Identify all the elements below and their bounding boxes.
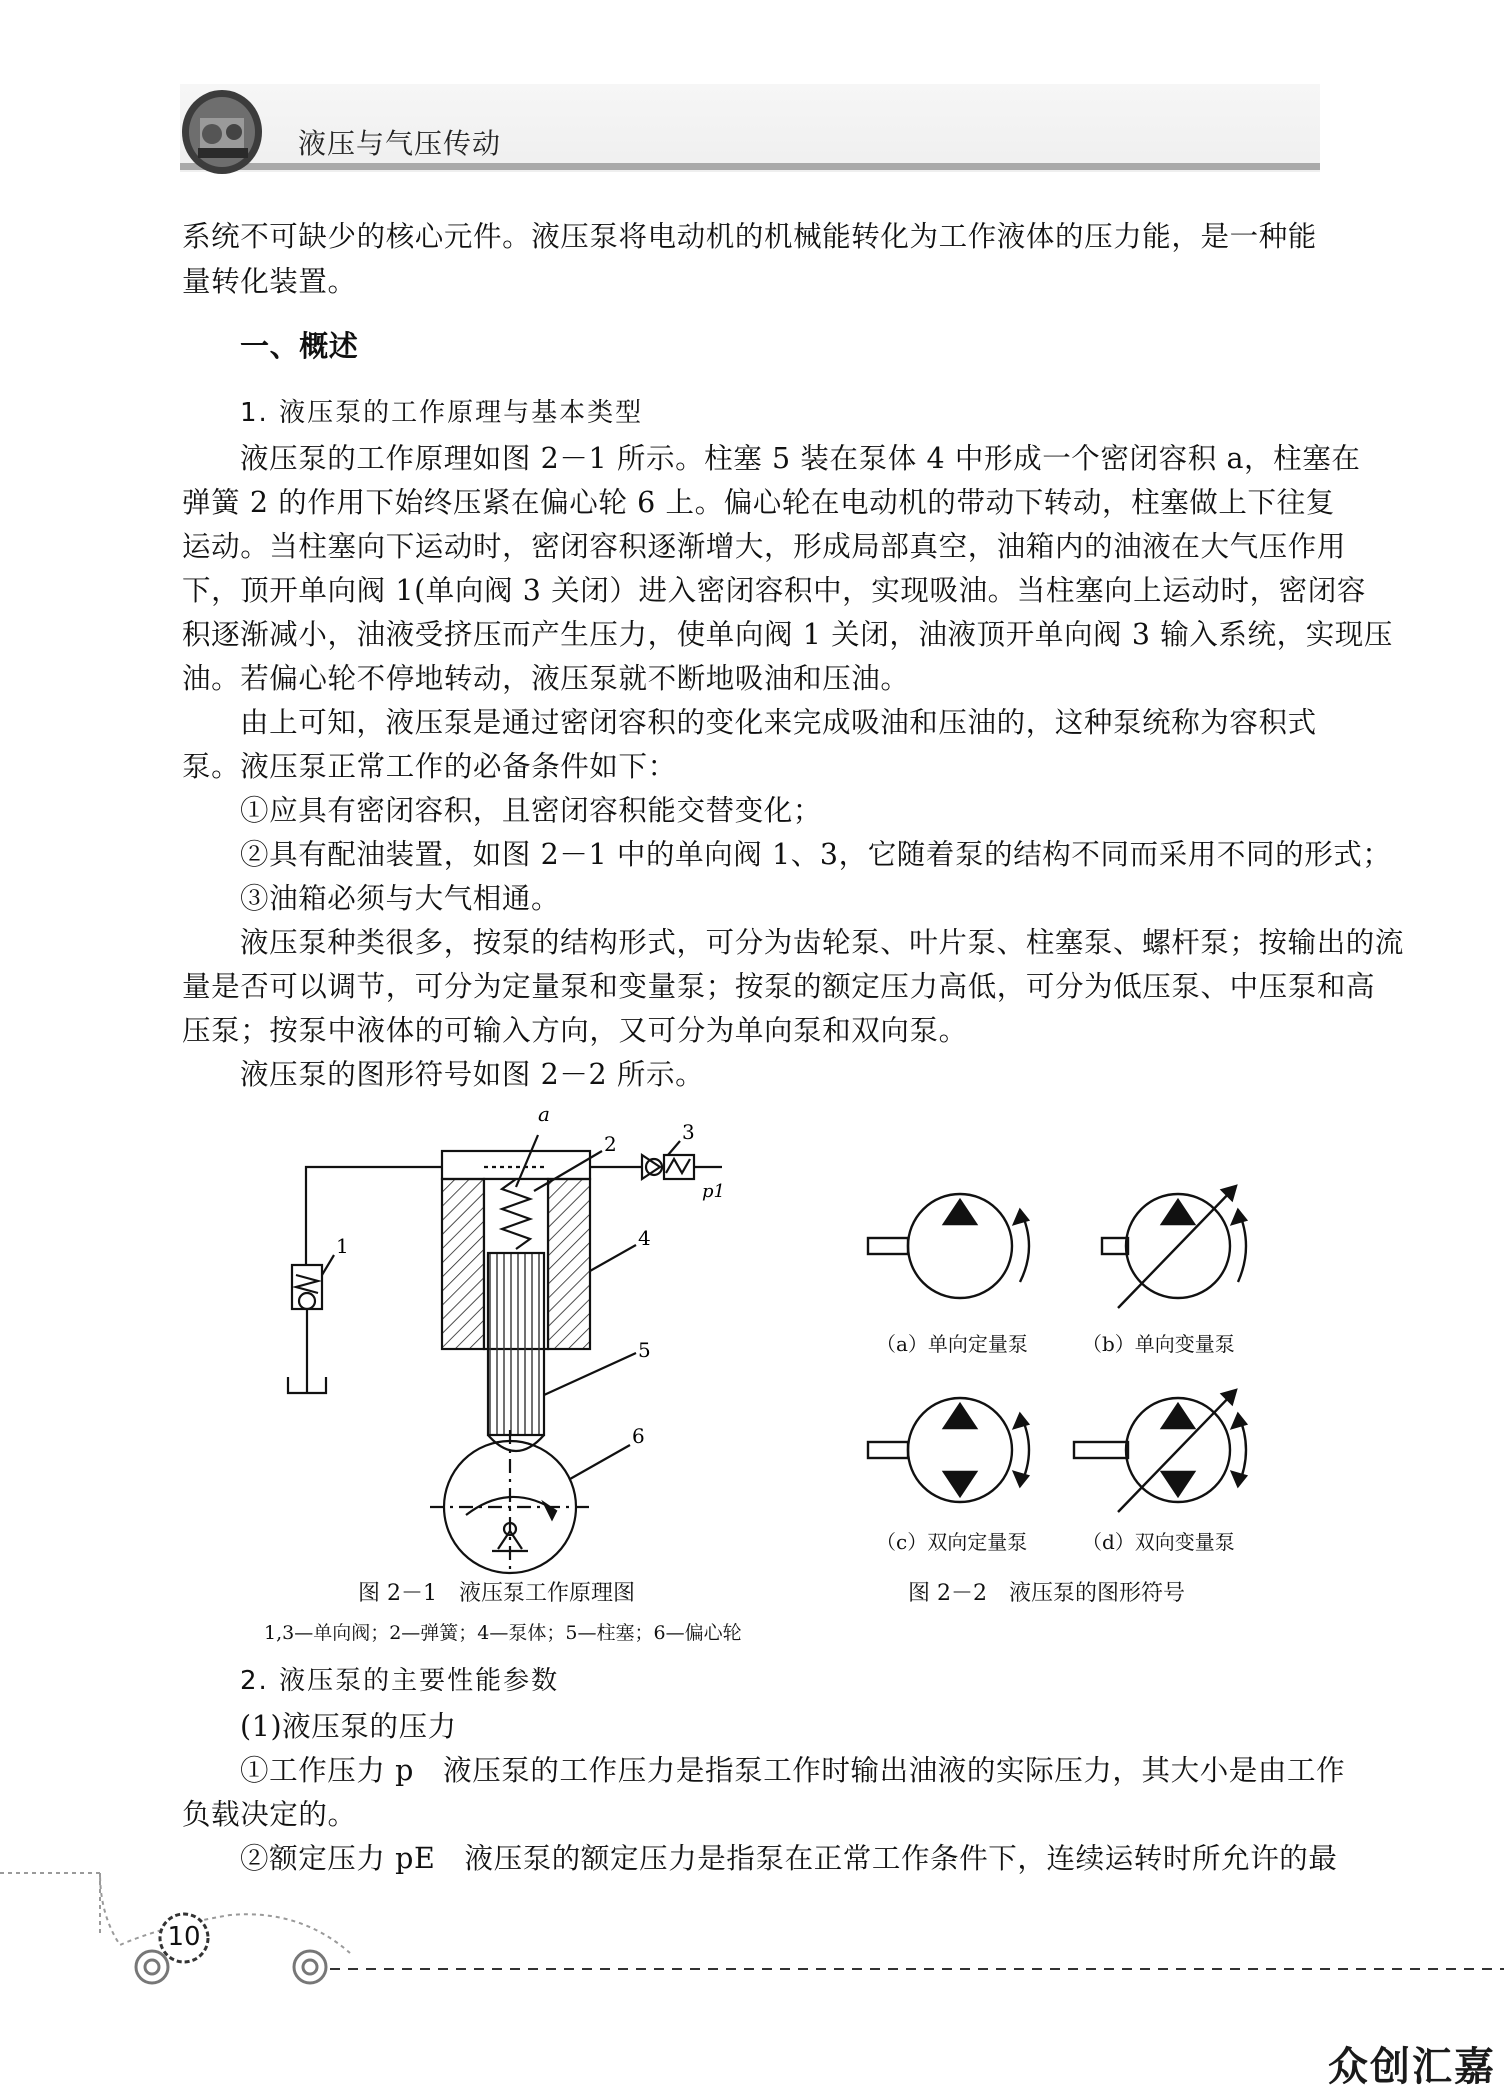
label-5: 5	[638, 1338, 651, 1362]
paragraph-line: 弹簧 2 的作用下始终压紧在偏心轮 6 上。偏心轮在电动机的带动下转动，柱塞做上下往复	[182, 486, 1335, 519]
paragraph-line: 液压泵的工作原理如图 2－1 所示。柱塞 5 装在泵体 4 中形成一个密闭容积 a，柱塞在	[240, 442, 1361, 475]
paragraph-line: ②额定压力 pE 液压泵的额定压力是指泵在正常工作条件下，连续运转时所允许的最	[240, 1842, 1338, 1875]
paragraph-line: 油。若偏心轮不停地转动，液压泵就不断地吸油和压油。	[182, 662, 910, 695]
paragraph-line: 负载决定的。	[182, 1798, 357, 1831]
symbol-label: （d）双向变量泵	[1082, 1530, 1235, 1554]
list-item: ②具有配油装置，如图 2－1 中的单向阀 1、3，它随着泵的结构不同而采用不同的形式；	[240, 838, 1392, 871]
header-title: 液压与气压传动	[298, 127, 502, 160]
header-emblem-icon	[178, 82, 270, 178]
label-1: 1	[336, 1234, 349, 1258]
paragraph-line: 液压泵的图形符号如图 2－2 所示。	[240, 1058, 705, 1091]
symbol-label: （c）双向定量泵	[876, 1530, 1028, 1554]
subsection-title: 2. 液压泵的主要性能参数	[240, 1666, 560, 1696]
label-4: 4	[638, 1226, 651, 1250]
paragraph-line: 压泵；按泵中液体的可输入方向，又可分为单向泵和双向泵。	[182, 1014, 968, 1047]
subsection-title: 1. 液压泵的工作原理与基本类型	[240, 398, 644, 428]
paragraph-line: 下，顶开单向阀 1(单向阀 3 关闭）进入密闭容积中，实现吸油。当柱塞向上运动时，密闭容	[182, 574, 1366, 607]
label-2: 2	[604, 1132, 617, 1156]
subsubsection-title: (1)液压泵的压力	[240, 1710, 457, 1743]
list-item: ③油箱必须与大气相通。	[240, 882, 561, 915]
figure-2-2-caption: 图 2－2 液压泵的图形符号	[908, 1581, 1185, 1606]
symbol-label: （b）单向变量泵	[1082, 1332, 1235, 1356]
paragraph-line: ①工作压力 p 液压泵的工作压力是指泵工作时输出油液的实际压力，其大小是由工作	[240, 1754, 1346, 1787]
paragraph-line: 运动。当柱塞向下运动时，密闭容积逐渐增大，形成局部真空，油箱内的油液在大气压作用	[182, 530, 1347, 563]
paragraph-line: 泵。液压泵正常工作的必备条件如下：	[182, 750, 677, 783]
section-heading: 一、概述	[240, 329, 359, 363]
label-6: 6	[632, 1424, 645, 1448]
figure-2-1-diagram	[270, 1095, 830, 1575]
intro-line: 量转化装置。	[182, 265, 357, 298]
header-rule	[180, 163, 1320, 170]
label-a: a	[538, 1102, 550, 1126]
label-p1: p1	[702, 1181, 725, 1202]
symbol-label: （a）单向定量泵	[876, 1332, 1028, 1356]
paragraph-line: 积逐渐减小，油液受挤压而产生压力，使单向阀 1 关闭，油液顶开单向阀 3 输入系统，实现压	[182, 618, 1394, 651]
figure-2-1-caption: 图 2－1 液压泵工作原理图	[358, 1581, 635, 1606]
watermark-text: 众创汇嘉	[1328, 2044, 1496, 2090]
paragraph-line: 液压泵种类很多，按泵的结构形式，可分为齿轮泵、叶片泵、柱塞泵、螺杆泵；按输出的流	[240, 926, 1405, 959]
paragraph-line: 由上可知，液压泵是通过密闭容积的变化来完成吸油和压油的，这种泵统称为容积式	[240, 706, 1317, 739]
page-number: 10	[167, 1922, 201, 1952]
figure-2-1-legend: 1,3—单向阀；2—弹簧；4—泵体；5—柱塞；6—偏心轮	[264, 1622, 742, 1644]
intro-line: 系统不可缺少的核心元件。液压泵将电动机的机械能转化为工作液体的压力能，是一种能	[182, 220, 1317, 253]
footer-decoration	[0, 1855, 1504, 2005]
paragraph-line: 量是否可以调节，可分为定量泵和变量泵；按泵的额定压力高低，可分为低压泵、中压泵和高	[182, 970, 1376, 1003]
label-3: 3	[682, 1120, 695, 1144]
list-item: ①应具有密闭容积，且密闭容积能交替变化；	[240, 794, 823, 827]
